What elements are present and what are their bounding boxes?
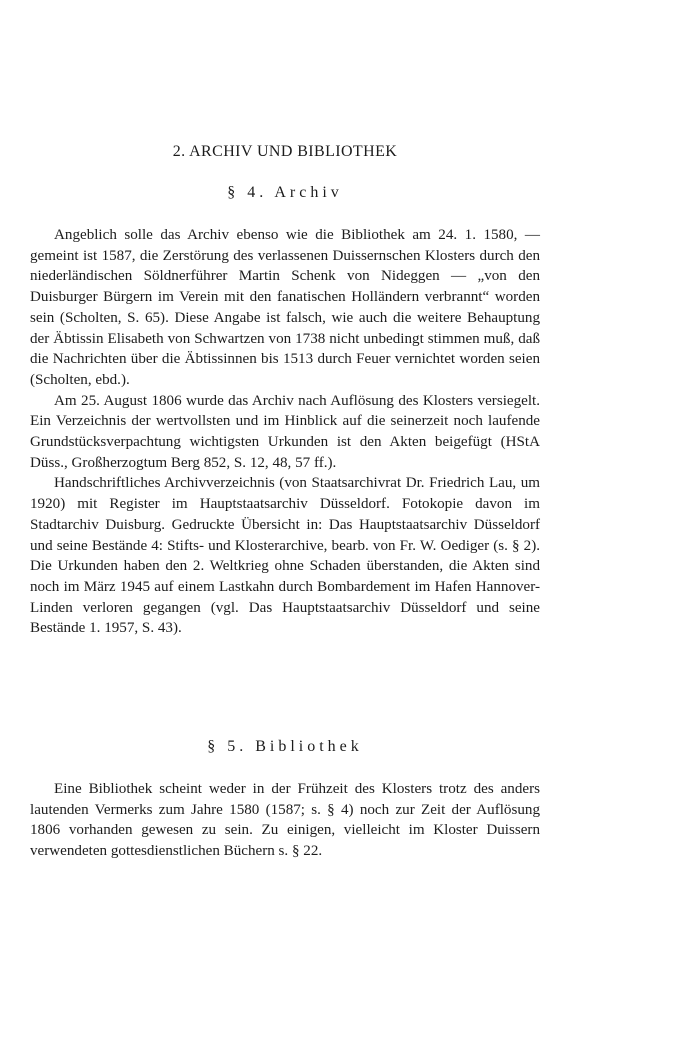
section-heading-bibliothek: § 5. Bibliothek	[207, 738, 363, 755]
chapter-title: 2. ARCHIV UND BIBLIOTHEK	[172, 143, 398, 160]
section-body-bibliothek	[30, 779, 540, 862]
paragraph: Eine Bibliothek scheint weder in der Frühzeit des Klosters trotz des anders lautenden Vermerks zum Jahre 1580 (1587; s. § 4) noch zur Zeit der Auflösung 1806 vorhanden gewesen zu sein. Zu einigen, vielleicht im Kloster Duissern verwendeten gottesdienstlichen Büchern s. § 22.	[30, 781, 540, 860]
paragraph: Angeblich solle das Archiv ebenso wie die Bibliothek am 24. 1. 1580, — gemeint ist 1587, die Zerstörung des verlassenen Duissernschen Klosters durch den niederländischen Söldnerführer Martin Schenk von Nideggen — „von den Duisburger Bürgern im Verein mit den fanatischen Holländern verbrannt“ worden sein (Scholten, S. 65). Diese Angabe ist falsch, wie auch die weitere Behauptung der Äbtissin Elisabeth von Schwartzen von 1738 nicht unbedingt stimmen muß, daß die Nachrichten über die Äbtissinnen bis 1513 durch Feuer vernichtet worden seien (Scholten, ebd.).	[30, 227, 540, 388]
section-heading-archiv: § 4. Archiv	[227, 184, 343, 201]
paragraph: Am 25. August 1806 wurde das Archiv nach Auflösung des Klosters versiegelt. Ein Verzeichnis der wertvollsten und im Hinblick auf die seinerzeit noch laufende Grundstücksverpachtung wichtigsten Urkunden ist den Akten beigefügt (HStA Düss., Großherzogtum Berg 852, S. 12, 48, 57 ff.).	[30, 392, 540, 471]
paragraph: Handschriftliches Archivverzeichnis (von Staatsarchivrat Dr. Friedrich Lau, um 1920) mit Register im Hauptstaatsarchiv Düsseldorf. Fotokopie davon im Stadtarchiv Duisburg. Gedruckte Übersicht in: Das Hauptstaatsarchiv Düsseldorf und seine Bestände 4: Stifts- und Klosterarchive, bearb. von Fr. W. Oediger (s. § 2). Die Urkunden haben den 2. Weltkrieg ohne Schaden überstanden, die Akten sind noch im März 1945 auf einem Lastkahn durch Bombardement im Hafen Hannover-Linden verloren gegangen (vgl. Das Hauptstaatsarchiv Düsseldorf und seine Bestände 1. 1957, S. 43).	[30, 475, 540, 637]
section-body-archiv	[30, 225, 540, 639]
